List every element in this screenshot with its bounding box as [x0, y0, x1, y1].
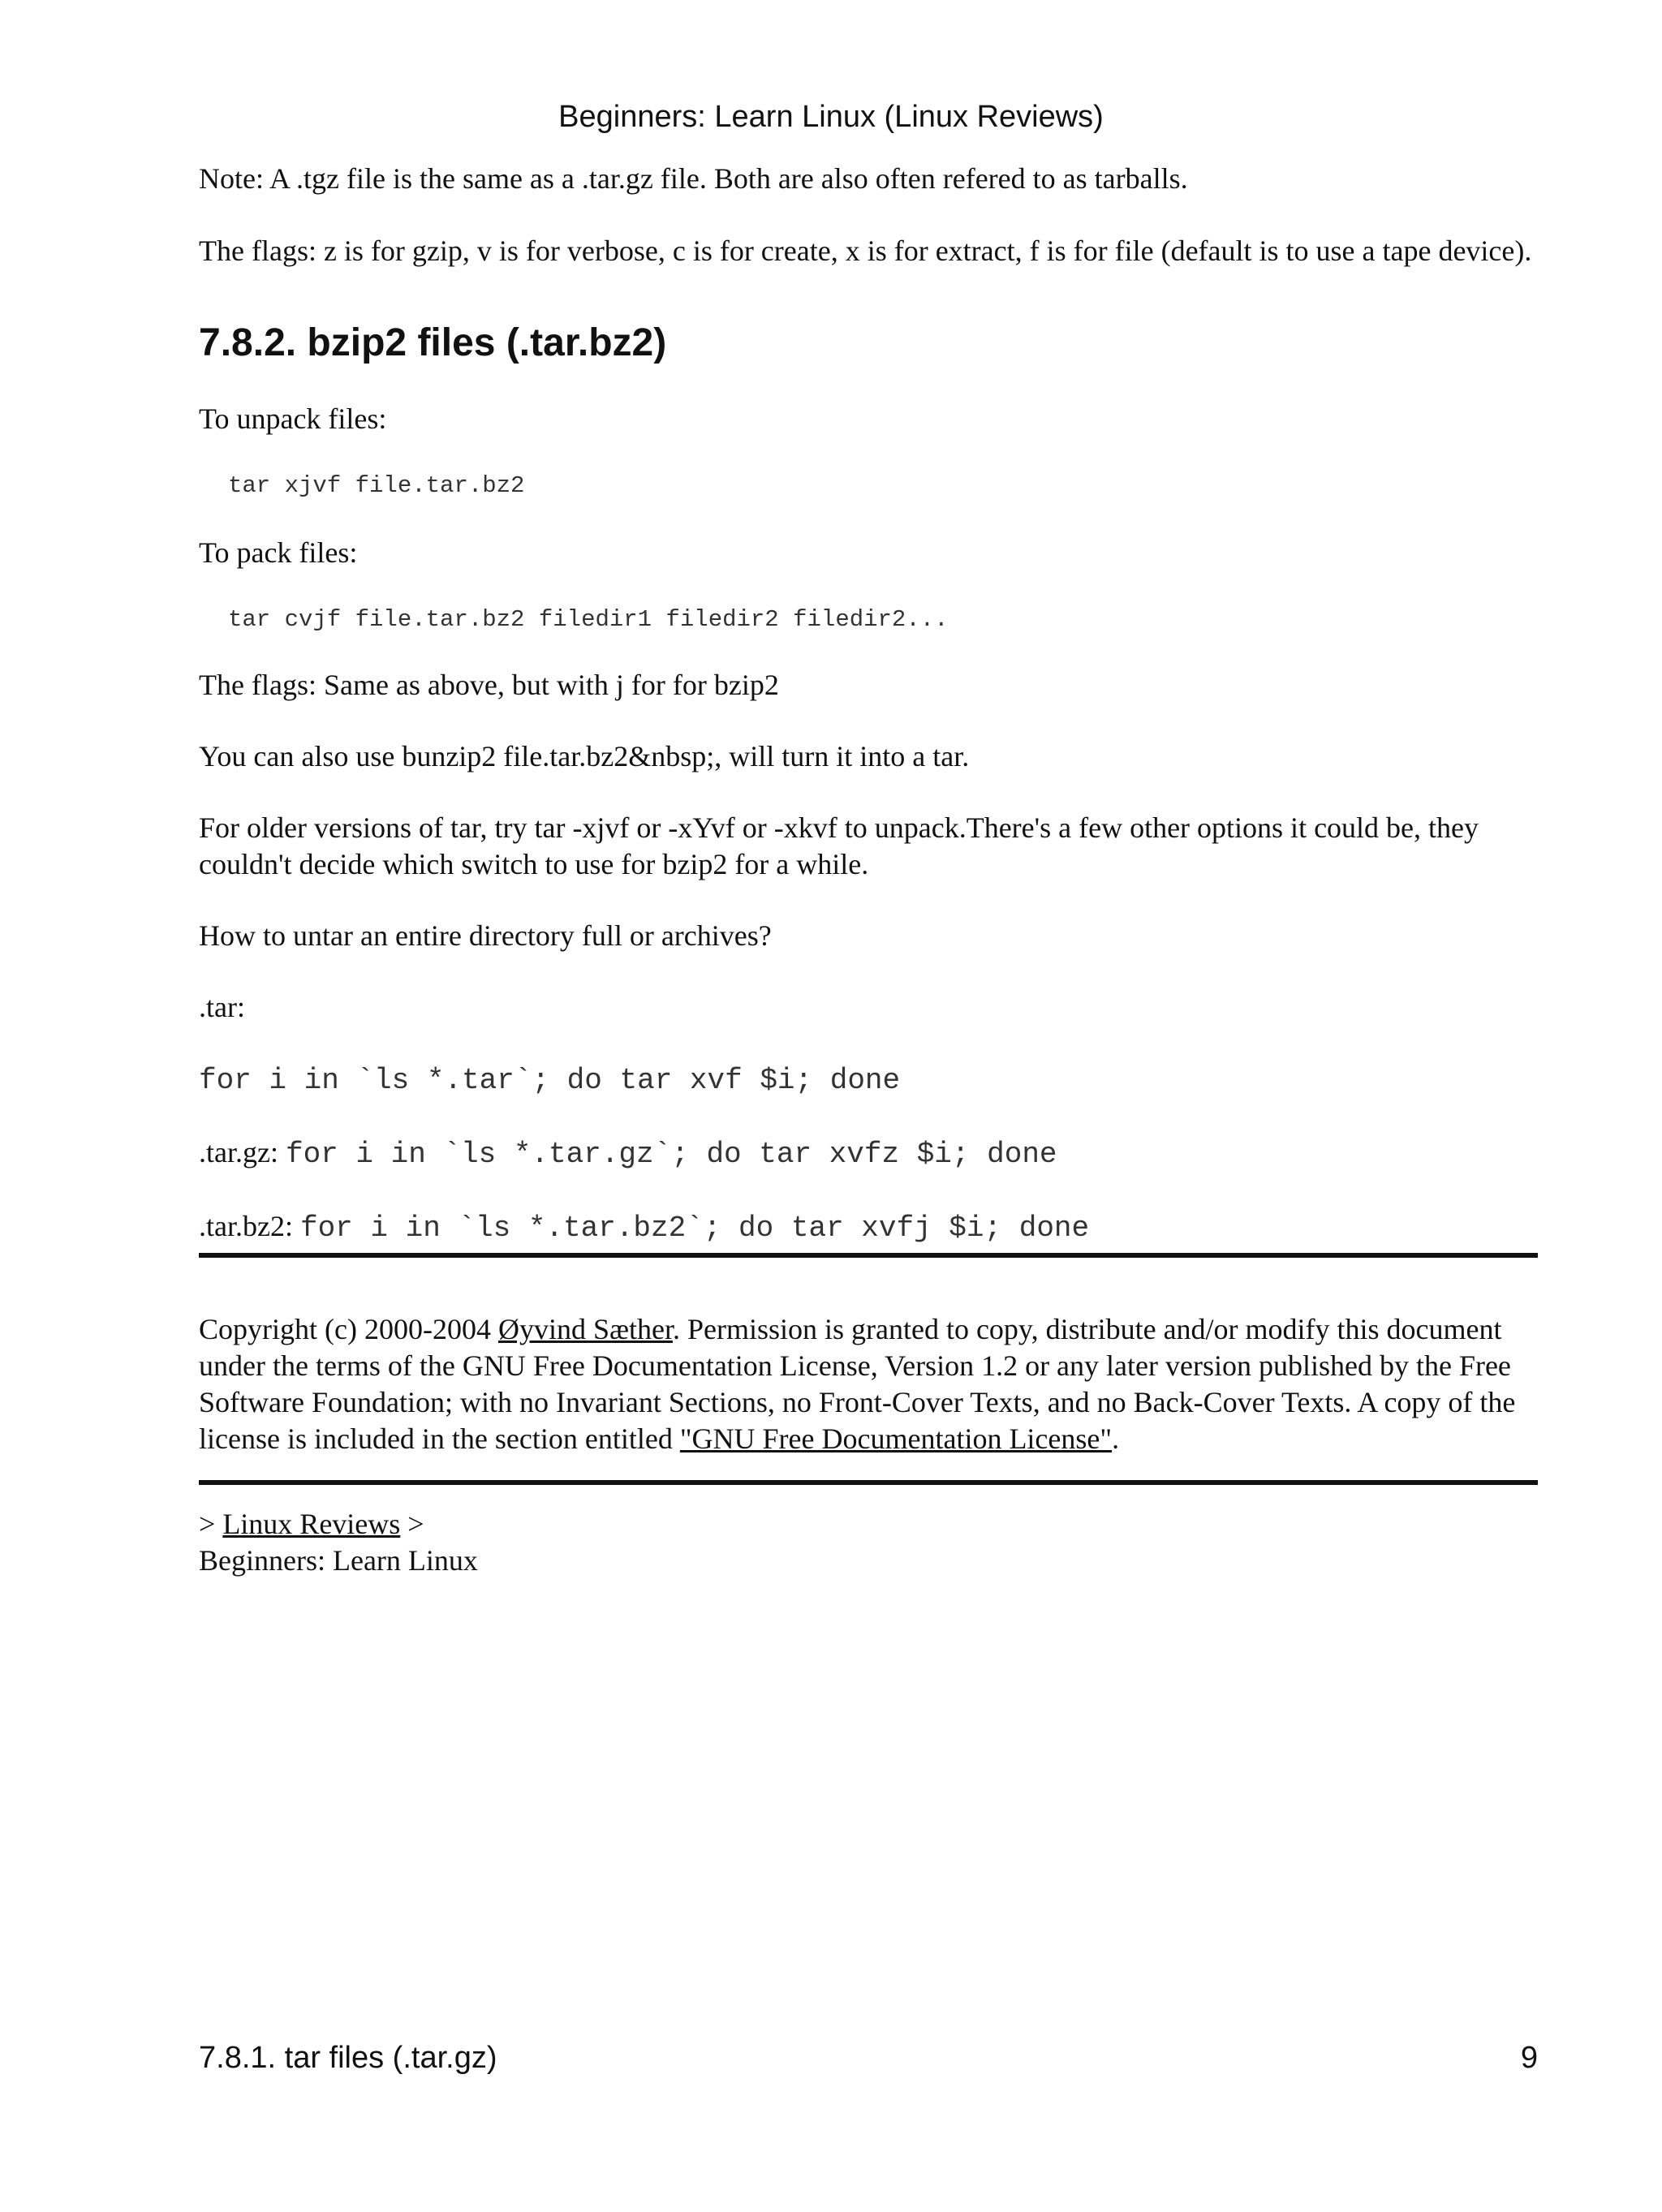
page-number: 9 [1520, 2041, 1538, 2075]
copyright-body: . Permission is granted to copy, distribute and/or modify this document under the terms of the GNU Free Documentation License, Version 1.2 or any later version published by the Free Software Foundation; with no Invariant Sections, no Front-Cover Texts, and no Back-Cover Texts. A copy of the license is included in the section entitled [199, 1313, 1516, 1455]
breadcrumb-link-linux-reviews[interactable]: Linux Reviews [222, 1508, 401, 1540]
author-link[interactable]: Øyvind Sæther [497, 1313, 673, 1345]
targz-loop-command: for i in `ls *.tar.gz`; do tar xvfz $i; done [285, 1138, 1057, 1171]
breadcrumb [199, 1506, 1538, 1579]
page-footer [199, 2038, 1538, 2077]
untar-question: How to untar an entire directory full or archives? [199, 919, 772, 952]
document-body [199, 161, 1538, 1579]
footer-section-title: 7.8.1. tar files (.tar.gz) [199, 2041, 497, 2075]
page-header: Beginners: Learn Linux (Linux Reviews) [558, 100, 1104, 134]
breadcrumb-prefix: > [199, 1508, 223, 1540]
horizontal-rule-top [199, 1253, 1538, 1258]
targz-label: .tar.gz: [199, 1136, 278, 1168]
targz-loop-line [199, 1134, 1538, 1173]
gfdl-link[interactable]: "GNU Free Documentation License" [679, 1422, 1113, 1455]
breadcrumb-current: Beginners: Learn Linux [199, 1544, 478, 1577]
tgz-note: Note: A .tgz file is the same as a .tar.gz file. Both are also often refered to as tarballs. [199, 162, 1188, 195]
copyright-suffix: . [1112, 1422, 1120, 1455]
older-versions-paragraph: For older versions of tar, try tar -xjvf or -xYvf or -xkvf to unpack.There's a few other options it could be, they couldn't decide which switch to use for bzip2 for a while. [199, 811, 1479, 880]
section-heading: 7.8.2. bzip2 files (.tar.bz2) [199, 321, 667, 364]
unpack-label: To unpack files: [199, 402, 387, 435]
tar-loop-line [199, 1061, 1538, 1099]
tarbz2-label: .tar.bz2: [199, 1210, 293, 1242]
breadcrumb-separator: > [400, 1508, 424, 1540]
horizontal-rule-bottom [199, 1480, 1538, 1485]
tarbz2-loop-line [199, 1208, 1538, 1246]
tar-loop-command: for i in `ls *.tar`; do tar xvf $i; done [199, 1064, 901, 1097]
bzip2-flags-paragraph: The flags: Same as above, but with j for for bzip2 [199, 669, 779, 701]
unpack-command: tar xjvf file.tar.bz2 [228, 472, 525, 499]
pack-label: To pack files: [199, 536, 358, 569]
copyright-paragraph [199, 1311, 1538, 1457]
tar-label: .tar: [199, 991, 245, 1023]
tarbz2-loop-command: for i in `ls *.tar.bz2`; do tar xvfj $i; done [299, 1211, 1090, 1245]
copyright-prefix: Copyright (c) 2000-2004 [199, 1313, 498, 1345]
pack-command: tar cvjf file.tar.bz2 filedir1 filedir2 filedir2... [228, 606, 949, 633]
gzip-flags-paragraph: The flags: z is for gzip, v is for verbose, c is for create, x is for extract, f is for file (default is to use a tape device). [199, 235, 1532, 267]
bunzip-paragraph: You can also use bunzip2 file.tar.bz2&nbsp;, will turn it into a tar. [199, 740, 970, 772]
